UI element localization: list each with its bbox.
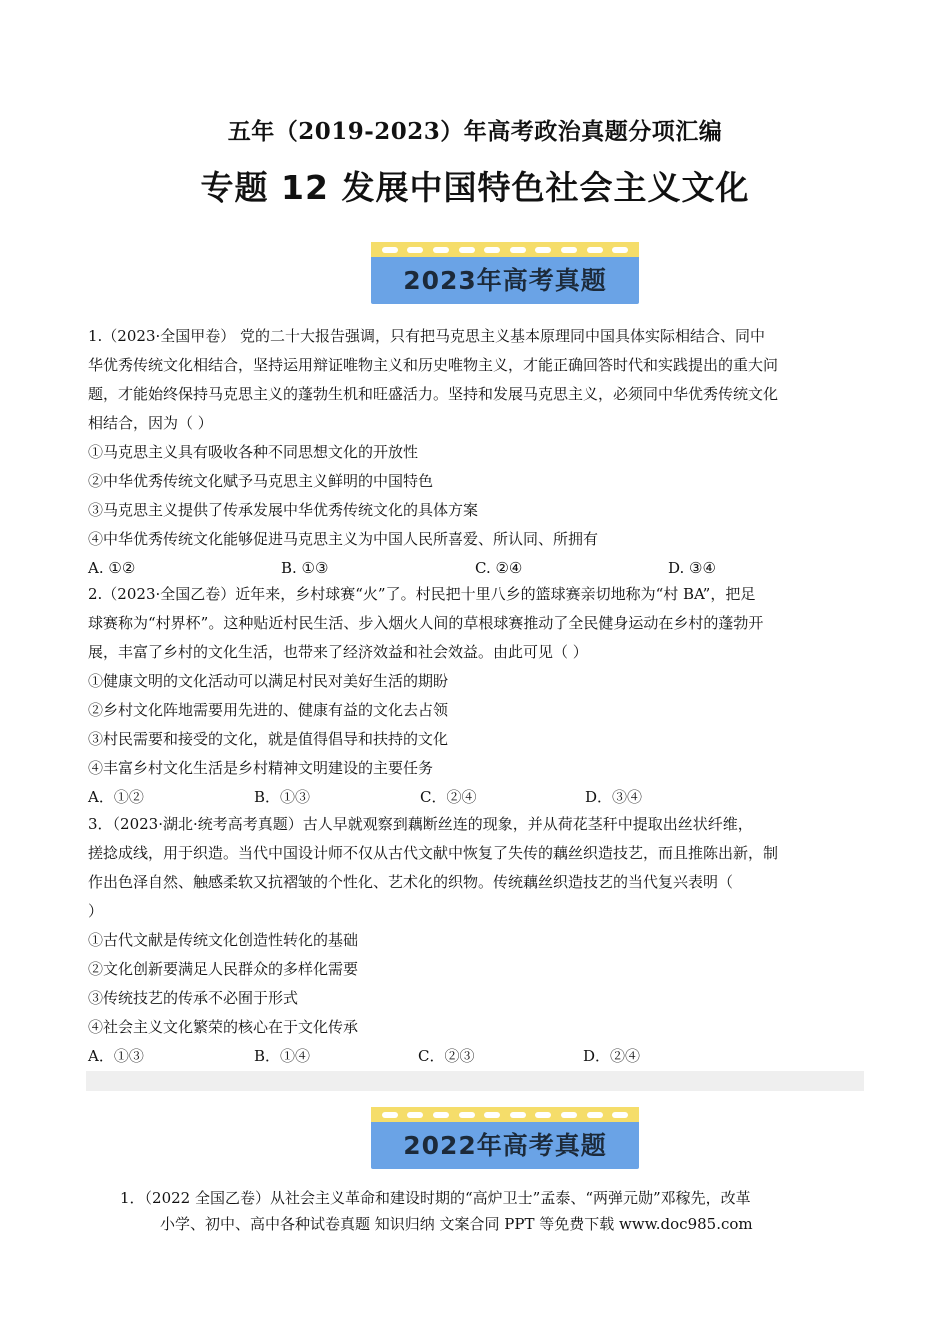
- banner-2022: [371, 1107, 639, 1169]
- question-line: 题，才能始终保持马克思主义的蓬勃生机和旺盛活力。坚持和发展马克思主义，必须同中华优秀传统文化: [88, 385, 779, 403]
- banner-2022-text: 2022年高考真题: [403, 1131, 607, 1160]
- section-divider: [86, 1071, 864, 1091]
- banner-2023-text: 2023年高考真题: [403, 266, 607, 295]
- statement: ④中华优秀传统文化能够促进马克思主义为中国人民所喜爱、所认同、所拥有: [88, 530, 599, 548]
- question-line: 搓捻成线，用于织造。当代中国设计师不仅从古代文献中恢复了失传的藕丝织造技艺，而且推陈出新，制: [88, 844, 779, 862]
- question-line: ）: [88, 902, 104, 920]
- question-line: 展，丰富了乡村的文化生活，也带来了经济效益和社会效益。由此可见（ ）: [88, 643, 588, 661]
- answer-options: [88, 1042, 868, 1071]
- option-a: A．①③: [88, 1047, 144, 1065]
- statement: ①健康文明的文化活动可以满足村民对美好生活的期盼: [88, 672, 449, 690]
- option-d: D．③④: [585, 788, 643, 806]
- question-3: [88, 810, 868, 1071]
- statement: ③马克思主义提供了传承发展中华优秀传统文化的具体方案: [88, 501, 479, 519]
- option-b: B．①③: [254, 788, 311, 806]
- footer-text: 小学、初中、高中各种试卷真题 知识归纳 文案合同 PPT 等免费下载 www.doc985.com: [160, 1215, 753, 1233]
- banner-strip: [371, 1107, 639, 1122]
- question-line: 1.（2023·全国甲卷） 党的二十大报告强调，只有把马克思主义基本原理同中国具体实际相结合、同中: [88, 327, 766, 345]
- question-line: 华优秀传统文化相结合，坚持运用辩证唯物主义和历史唯物主义，才能正确回答时代和实践提出的重大问: [88, 356, 779, 374]
- option-d: D．②④: [583, 1047, 641, 1065]
- option-b: B．①④: [254, 1047, 311, 1065]
- option-c: C. ②④: [475, 559, 523, 577]
- option-a: A．①②: [88, 788, 144, 806]
- statement: ②乡村文化阵地需要用先进的、健康有益的文化去占领: [88, 701, 449, 719]
- question-2022-1: 1．（2022 全国乙卷）从社会主义革命和建设时期的“高炉卫士”孟泰、“两弹元勋”邓稼先，改革: [120, 1189, 751, 1207]
- statement: ④社会主义文化繁荣的核心在于文化传承: [88, 1018, 359, 1036]
- statement: ③村民需要和接受的文化，就是值得倡导和扶持的文化: [88, 730, 449, 748]
- statement: ①古代文献是传统文化创造性转化的基础: [88, 931, 359, 949]
- option-b: B. ①③: [281, 559, 329, 577]
- option-c: C．②③: [418, 1047, 475, 1065]
- option-a: A. ①②: [88, 559, 136, 577]
- question-2: [88, 580, 868, 812]
- statement: ④丰富乡村文化生活是乡村精神文明建设的主要任务: [88, 759, 434, 777]
- statement: ③传统技艺的传承不必囿于形式: [88, 989, 299, 1007]
- question-line: 作出色泽自然、触感柔软又抗褶皱的个性化、艺术化的织物。传统藕丝织造技艺的当代复兴表明（: [88, 873, 734, 891]
- statement: ②文化创新要满足人民群众的多样化需要: [88, 960, 359, 978]
- question-line: 3．（2023·湖北·统考高考真题）古人早就观察到藕断丝连的现象，并从荷花茎秆中提取出丝状纤维，: [88, 815, 753, 833]
- option-d: D. ③④: [668, 559, 716, 577]
- option-c: C．②④: [420, 788, 477, 806]
- topic-title: 专题 12 发展中国特色社会主义文化: [200, 168, 750, 207]
- statement: ①马克思主义具有吸收各种不同思想文化的开放性: [88, 443, 419, 461]
- answer-options: [88, 783, 868, 812]
- banner-2023: [371, 242, 639, 304]
- answer-options: [88, 554, 868, 583]
- question-line: 球赛称为“村界杯”。这种贴近村民生活、步入烟火人间的草根球赛推动了全民健身运动在乡村的蓬勃开: [88, 614, 764, 632]
- statement: ②中华优秀传统文化赋予马克思主义鲜明的中国特色: [88, 472, 434, 490]
- question-line: 2.（2023·全国乙卷）近年来，乡村球赛“火”了。村民把十里八乡的篮球赛亲切地称为“村 BA”，把足: [88, 585, 756, 603]
- question-1: [88, 322, 868, 583]
- document-title: 五年（2019-2023）年高考政治真题分项汇编: [227, 118, 723, 145]
- banner-strip: [371, 242, 639, 257]
- question-line: 相结合，因为（ ）: [88, 414, 213, 432]
